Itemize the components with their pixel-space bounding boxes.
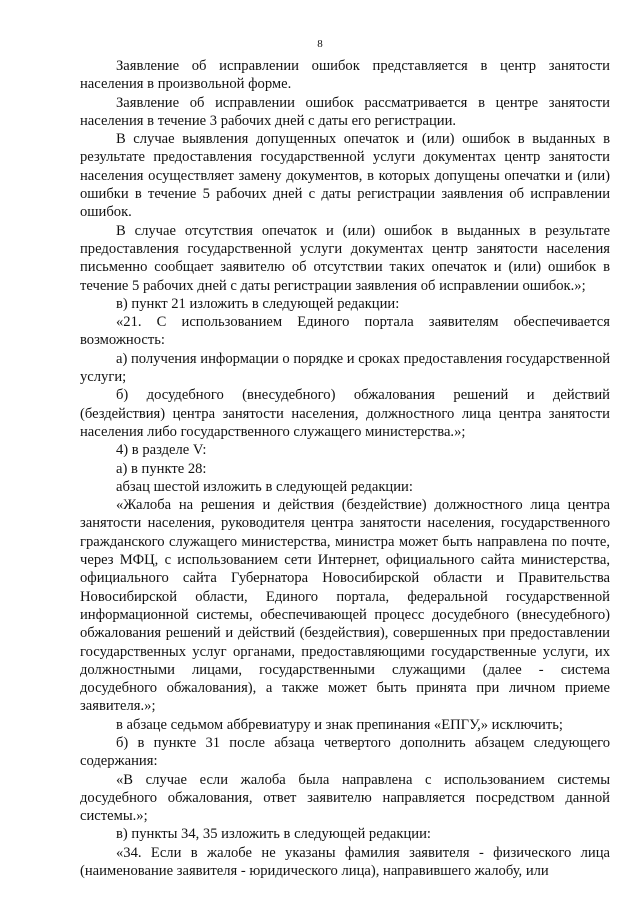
paragraph: абзац шестой изложить в следующей редакции: (116, 478, 413, 495)
paragraph: а) в пункте 28: (116, 460, 207, 477)
paragraph: Заявление об исправлении ошибок рассматривается в центре занятости населения в течение 3 рабочих дней с даты его регистрации. (80, 94, 610, 129)
paragraph: «В случае если жалоба была направлена с использованием системы досудебного обжалования, ответ заявителю направляется посредством данной системы.»; (80, 771, 610, 825)
paragraph: в) пункты 34, 35 изложить в следующей редакции: (116, 826, 431, 843)
paragraph: б) в пункте 31 после абзаца четвертого дополнить абзацем следующего содержания: (80, 734, 610, 770)
document-body (80, 57, 610, 880)
paragraph: «21. С использованием Единого портала заявителям обеспечивается возможность: (80, 314, 610, 349)
paragraph: В случае выявления допущенных опечаток и (или) ошибок в выданных в результате предоставления государственной услуги документах центр занятости населения осуществляет замену документов, в которых допущены опечатки и (или) ошибки в течение 5 рабочих дней с даты регистрации заявления об исправлении ошибок. (80, 131, 610, 221)
paragraph: «Жалоба на решения и действия (бездействие) должностного лица центра занятости населения, руководителя центра занятости населения, государственного гражданского служащего министерства, министра может быть направлена по почте, через МФЦ, с использованием сети Интернет, официального сайта министерства, официального сайта Губернатора Новосибирской области и Правительства Новосибирской области, Единого портала, федеральной государственной информационной системы, обеспечивающей процесс досудебного (внесудебного) обжалования решений и действий (бездействия), совершенных при предоставлении государственных услуг органами, предоставляющими государственные услуги, их должностными лицами, государственными служащими (далее - система досудебного обжалования), а также может быть принята при личном приеме заявителя.»; (80, 497, 610, 715)
paragraph: Заявление об исправлении ошибок представляется в центр занятости населения в произвольной форме. (80, 58, 610, 93)
paragraph: в) пункт 21 изложить в следующей редакции: (116, 295, 400, 312)
paragraph: 4) в разделе V: (116, 442, 207, 459)
paragraph: В случае отсутствия опечаток и (или) ошибок в выданных в результате предоставления государственной услуги документах центр занятости населения письменно сообщает заявителю об отсутствии таких опечаток и (или) ошибок в течение 5 рабочих дней с даты регистрации заявления об исправлении ошибок.»; (80, 222, 610, 294)
page-number: 8 (317, 38, 323, 50)
paragraph: б) досудебного (внесудебного) обжалования решений и действий (бездействия) центра занятости населения, должностного лица центра занятости населения либо государственного служащего министерства.»; (80, 387, 610, 440)
paragraph: в абзаце седьмом аббревиатуру и знак препинания «ЕПГУ,» исключить; (116, 716, 563, 733)
paragraph: а) получения информации о порядке и сроках предоставления государственной услуги; (80, 350, 611, 386)
paragraph: «34. Если в жалобе не указаны фамилия заявителя - физического лица (наименование заявителя - юридического лица), направившего жалобу, или (80, 844, 610, 880)
